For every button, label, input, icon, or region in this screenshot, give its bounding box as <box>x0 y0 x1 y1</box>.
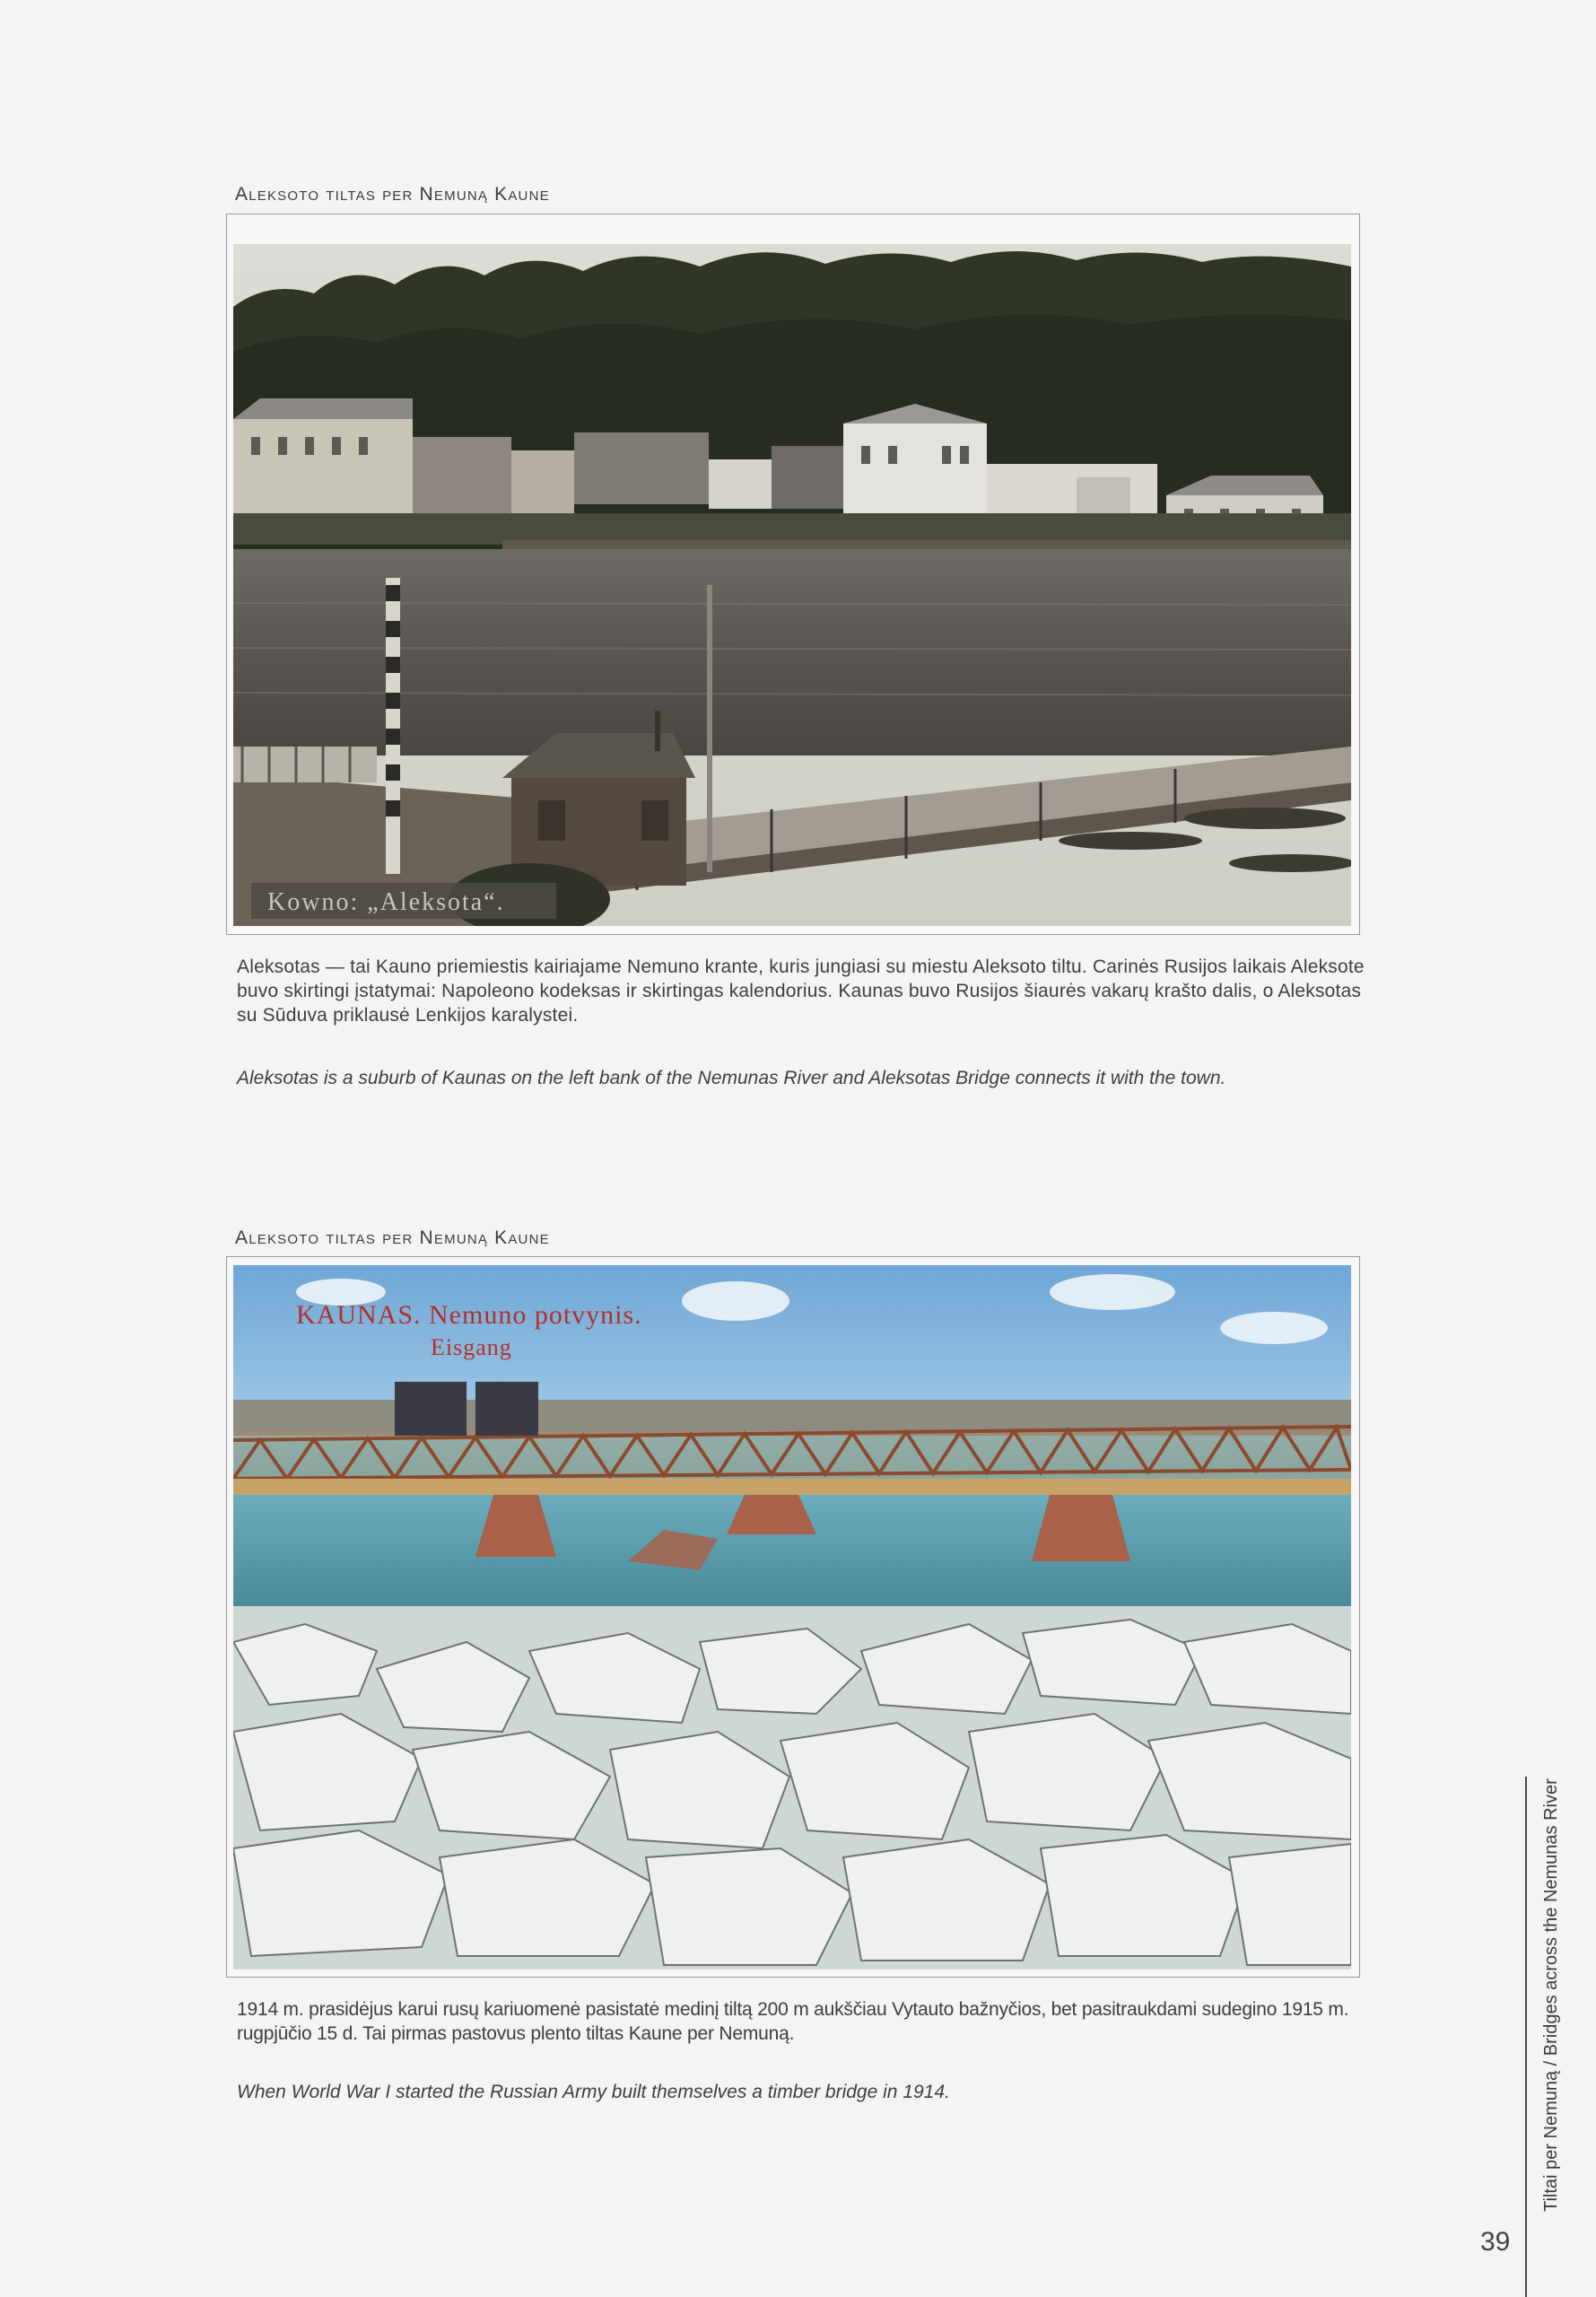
photo-2-label-line1: KAUNAS. Nemuno potvynis. <box>296 1300 642 1330</box>
caption-lt-2: 1914 m. prasidėjus karui rusų kariuomenė pasistatė medinį tiltą 200 m aukščiau Vytauto bažnyčios, bet pasitraukdami sudegino 1915 m. rugpjūčio 15 d. Tai pirmas pastovus plento tiltas Kaune per Nemuną. <box>237 1999 1349 2044</box>
section-title-2: Aleksoto tiltas per Nemuną Kaune <box>235 1227 550 1248</box>
section-title-1: Aleksoto tiltas per Nemuną Kaune <box>235 184 550 205</box>
page-number: 39 <box>1480 2227 1511 2257</box>
side-rule <box>1525 1777 1527 2297</box>
photo-aleksotas-bridge <box>233 244 1351 926</box>
photo-2-label-line2: Eisgang <box>431 1334 512 1360</box>
photo-1-label: Kowno: „Aleksota“. <box>267 888 505 916</box>
caption-en-2: When World War I started the Russian Army built themselves a timber bridge in 1914. <box>237 2082 950 2102</box>
caption-lt-1: Aleksotas — tai Kauno priemiestis kairiajame Nemuno krante, kuris jungiasi su miestu Aleksoto tiltu. Carinės Rusijos laikais Aleksote buvo skirtingi įstatymai: Napoleono kodeksas ir skirtingas kalendorius. Kaunas buvo Rusijos šiaurės vakarų krašto dalis, o Aleksotas su Sūduva priklausė Lenkijos karalystei. <box>237 956 1365 1026</box>
caption-en-1: Aleksotas is a suburb of Kaunas on the left bank of the Nemunas River and Aleksotas Bridge connects it with the town. <box>237 1068 1226 1088</box>
photo-ice-drift-bridge <box>233 1265 1351 1969</box>
running-title: Tiltai per Nemuną / Bridges across the Nemunas River <box>1541 1778 1561 2212</box>
